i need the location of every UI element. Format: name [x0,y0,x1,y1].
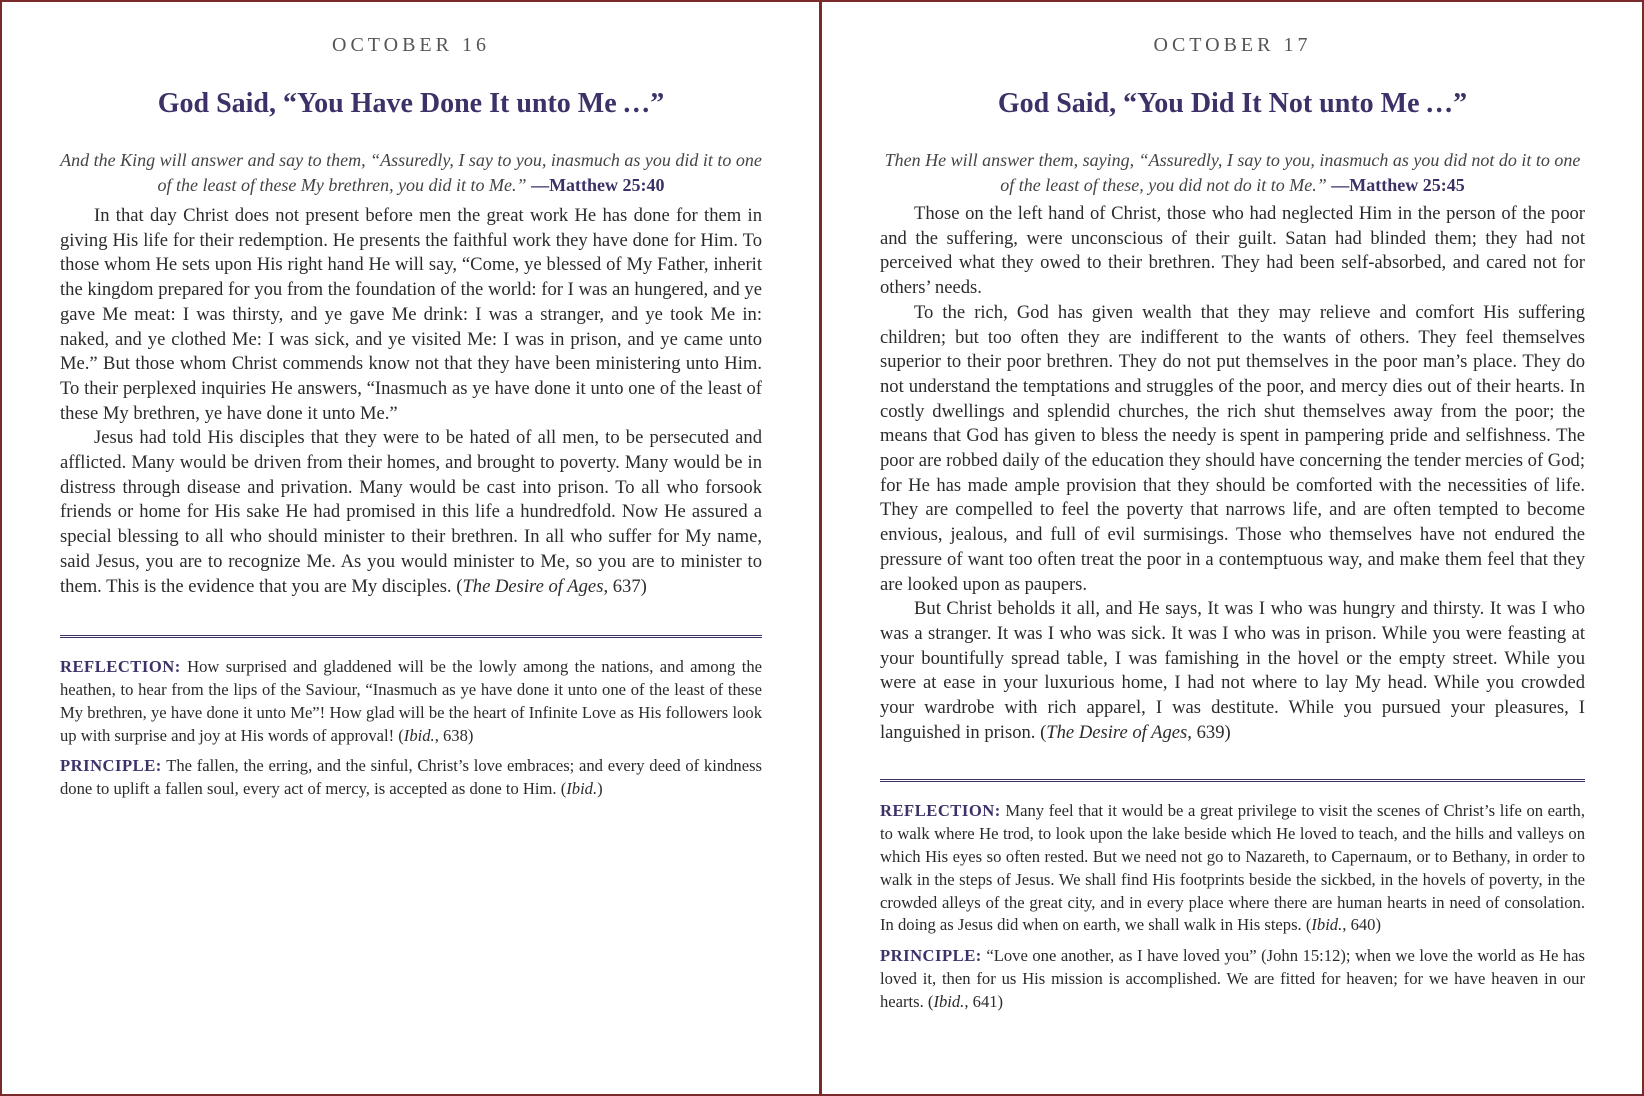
reflection-label: REFLECTION: [880,801,1001,821]
paragraph: In that day Christ does not present before men the great work He has done for them in giving His life for their redemption. He presents the faithful work they have done for Him. To those whom He sets upon His right hand He will say, “Come, ye blessed of My Father, inherit the kingdom prepared for you from the foundation of the world: for I was an hungered, and ye gave Me meat: I was thirsty, and ye gave Me drink: I was a stranger, and ye took Me in: naked, and ye clothed Me: I was sick, and ye visited Me: I was in prison, and ye came unto Me.” But those whom Christ commends know not that they have been ministering unto Him. To their perplexed inquiries He answers, “Inasmuch as ye have done it unto one of the least of these My brethren, ye have done it unto Me.” [60,205,762,424]
page-date: OCTOBER 16 [332,34,490,56]
verse-text: Then He will answer them, saying, “Assuredly, I say to you, inasmuch as you did not do it to one of the least of these, you did not do it to Me.” [884,150,1581,195]
scripture-verse [880,148,1585,198]
ibid-citation: Ibid. [403,725,435,745]
notes-section [880,800,1585,1013]
reflection-label: REFLECTION: [60,657,181,677]
notes-section [60,656,762,801]
verse-reference: —Matthew 25:40 [531,175,665,195]
reflection [880,800,1585,937]
page-title: God Said, “You Did It Not unto Me …” [997,88,1468,119]
page-citation: , 641) [964,991,1004,1011]
paragraph [60,426,762,599]
reading-body [880,202,1585,745]
paragraph-text: But Christ beholds it all, and He says, It was I who was hungry and thirsty. It was I who was a stranger. It was I who was sick. It was I who was in prison. While you were feasting at your bountifully spread table, I was famishing in the hovel or the empty street. While you were at ease in your luxurious home, I had not where to lay My head. While you crowded your wardrobe with rich apparel, I was destitute. While you pursued your pleasures, I languished in prison. ( [880,598,1585,743]
paragraph: To the rich, God has given wealth that they may relieve and comfort His suffering children; but too often they are indifferent to the wants of others. They feel themselves superior to their poor brethren. They do not put themselves in the poor man’s place. They do not understand the temptations and struggles of the poor, and mercy dies out of their hearts. In costly dwellings and splendid churches, the rich shut themselves away from the poor; the means that God has given to bless the needy is spent in pampering pride and selfishness. The poor are robbed daily of the education they should have concerning the tender mercies of God; for He has made ample provision that they should be comforted with the necessities of life. They are compelled to feel the poverty that narrows life, and are often tempted to become envious, jealous, and full of evil surmisings. Those who themselves have not endured the pressure of want too often treat the poor in a contemptuous way, and make them feel that they are looked upon as paupers. [880,301,1585,595]
page-citation: , 639) [1187,721,1231,743]
book-citation: The Desire of Ages [1046,721,1188,743]
page-october-17 [822,2,1642,1094]
section-divider [60,635,762,638]
principle [60,755,762,801]
book-citation: The Desire of Ages [462,575,604,597]
paragraph [880,597,1585,745]
scripture-verse [60,148,762,198]
principle-label: PRINCIPLE: [60,756,162,776]
ibid-citation: Ibid. [566,779,598,799]
principle-text: The fallen, the erring, and the sinful, Christ’s love embraces; and every deed of kindness done to uplift a fallen soul, every act of mercy, is accepted as done to Him. ( [60,756,762,799]
paragraph-text: Jesus had told His disciples that they were to be hated of all men, to be persecuted and afflicted. Many would be driven from their homes, and brought to poverty. Many would be in distress through disease and privation. Many would be cast into prison. To all who forsook friends or home for His sake He had promised in this life a hundredfold. Now He assured a special blessing to all who should minister to their brethren. In all who suffer for My name, said Jesus, you are to recognize Me. As you would minister to Me, so you are to minister to them. This is the evidence that you are My disciples. ( [60,427,762,597]
ibid-citation: Ibid. [1311,915,1343,935]
reflection [60,656,762,747]
page-citation: , 638) [434,725,474,745]
reflection-text: Many feel that it would be a great privilege to visit the scenes of Christ’s life on earth, to walk where He trod, to look upon the lake beside which He loved to teach, and the hills and valleys on which His eyes so often rested. But we need not go to Nazareth, to Capernaum, or to Bethany, in order to walk in the steps of Jesus. We shall find His footprints beside the sickbed, in the hovels of poverty, in the crowded alleys of the great city, and in every place where there are human hearts in need of consolation. In doing as Jesus did when on earth, we shall walk in His steps. ( [880,801,1585,935]
verse-reference: —Matthew 25:45 [1331,175,1465,195]
paragraph: Those on the left hand of Christ, those who had neglected Him in the person of the poor and the suffering, were unconscious of their guilt. Satan had blinded them; they had not perceived what they owed to their brethren. They had been self-absorbed, and cared not for others’ needs. [880,203,1585,299]
reading-body [60,204,762,599]
page-date: OCTOBER 17 [1153,34,1312,56]
section-divider [880,779,1585,782]
reflection-text: How surprised and gladdened will be the lowly among the nations, and among the heathen, to hear from the lips of the Saviour, “Inasmuch as ye have done it unto one of the least of these My brethren, ye have done it unto Me”! How glad will be the heart of Infinite Love as His followers look up with surprise and joy at His words of approval! ( [60,657,762,745]
page-title: God Said, “You Have Done It unto Me …” [157,88,665,119]
principle [880,945,1585,1013]
verse-text: And the King will answer and say to them, “Assuredly, I say to you, inasmuch as you did it to one of the least of these My brethren, you did it to Me.” [60,150,762,195]
page-october-16 [2,2,822,1094]
page-citation: , 640) [1342,915,1381,935]
principle-label: PRINCIPLE: [880,946,982,966]
principle-text: “Love one another, as I have loved you” (John 15:12); when we love the world as He has loved it, then for us His mission is accomplished. We are fitted for heaven; for we have heaven in our hearts. ( [880,946,1585,1011]
page-citation: , 637) [603,575,647,597]
ibid-citation: Ibid. [933,991,965,1011]
page-citation: ) [597,779,603,799]
